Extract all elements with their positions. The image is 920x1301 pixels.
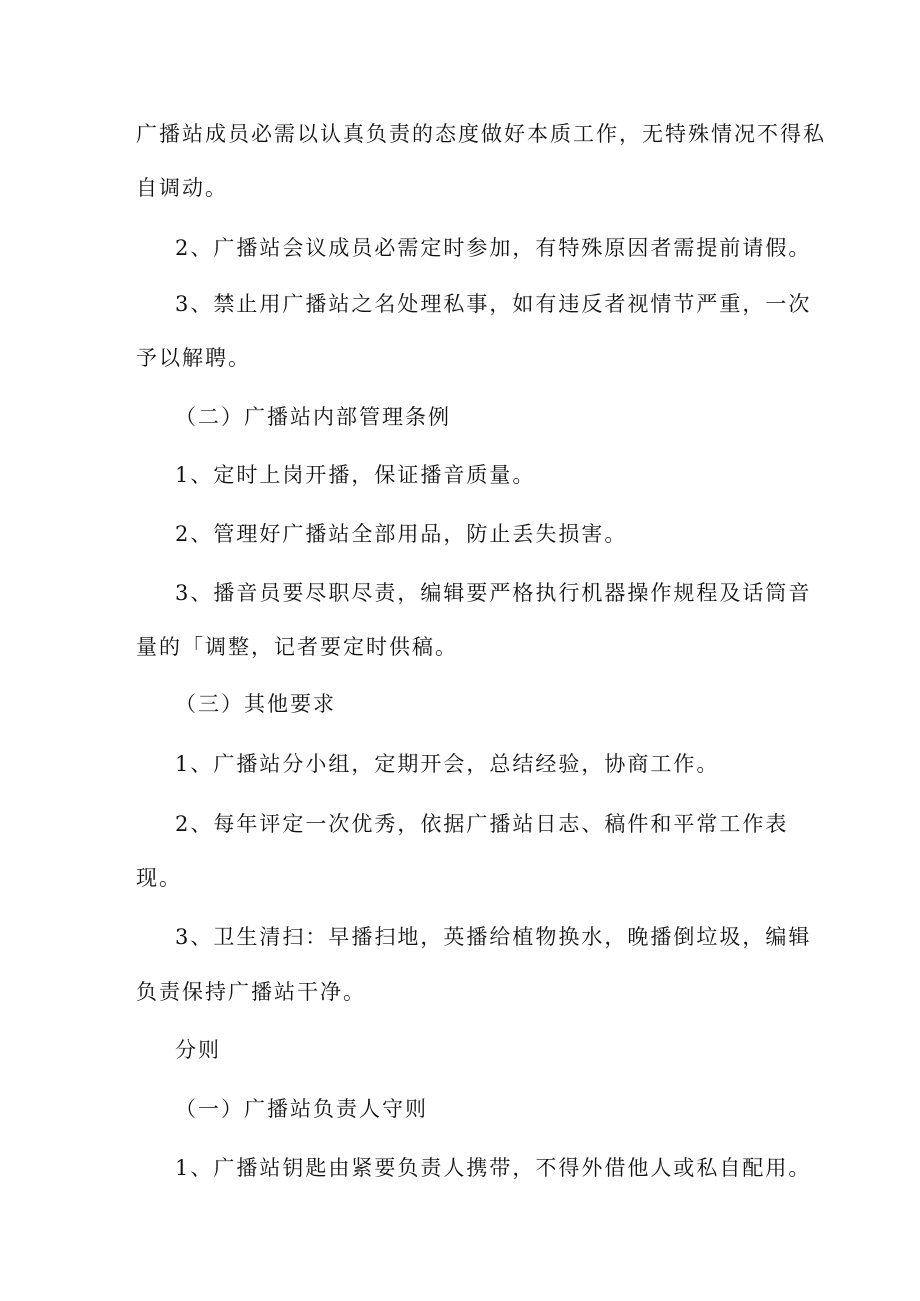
paragraph-10-line-2: 现。 xyxy=(136,866,182,890)
section-heading-2: （二）广播站内部管理条例 xyxy=(175,405,451,429)
paragraph-11-line-2: 负责保持广播站干净。 xyxy=(136,980,366,1004)
section-heading-3: （三）其他要求 xyxy=(175,692,336,716)
section-heading-1: （一）广播站负责人守则 xyxy=(175,1097,428,1121)
paragraph-1-line-1: 广播站成员必需以认真负责的态度做好本质工作，无特殊情况不得私 xyxy=(136,122,826,146)
paragraph-5-line-1: 1、定时上岗开播，保证播音质量。 xyxy=(175,463,536,487)
paragraph-11-line-1: 3、卫生清扫：早播扫地，英播给植物换水，晚播倒垃圾，编辑 xyxy=(175,925,812,949)
paragraph-1-line-2: 自调动。 xyxy=(136,176,228,200)
paragraph-3-line-2: 予以解聘。 xyxy=(136,346,251,370)
paragraph-7-line-1: 3、播音员要尽职尽责，编辑要严格执行机器操作规程及话筒音 xyxy=(175,581,812,605)
paragraph-10-line-1: 2、每年评定一次优秀，依据广播站日志、稿件和平常工作表 xyxy=(175,812,789,836)
paragraph-7-line-2: 量的「调整，记者要定时供稿。 xyxy=(136,635,458,659)
paragraph-6-line-1: 2、管理好广播站全部用品，防止丢失损害。 xyxy=(175,522,628,546)
paragraph-2-line-1: 2、广播站会议成员必需定时参加，有特殊原因者需提前请假。 xyxy=(175,236,812,260)
paragraph-14-line-1: 1、广播站钥匙由紧要负责人携带，不得外借他人或私自配用。 xyxy=(175,1156,812,1180)
paragraph-9-line-1: 1、广播站分小组，定期开会，总结经验，协商工作。 xyxy=(175,752,720,776)
section-heading-fenze: 分则 xyxy=(175,1038,221,1062)
paragraph-3-line-1: 3、禁止用广播站之名处理私事，如有违反者视情节严重，一次 xyxy=(175,292,812,316)
